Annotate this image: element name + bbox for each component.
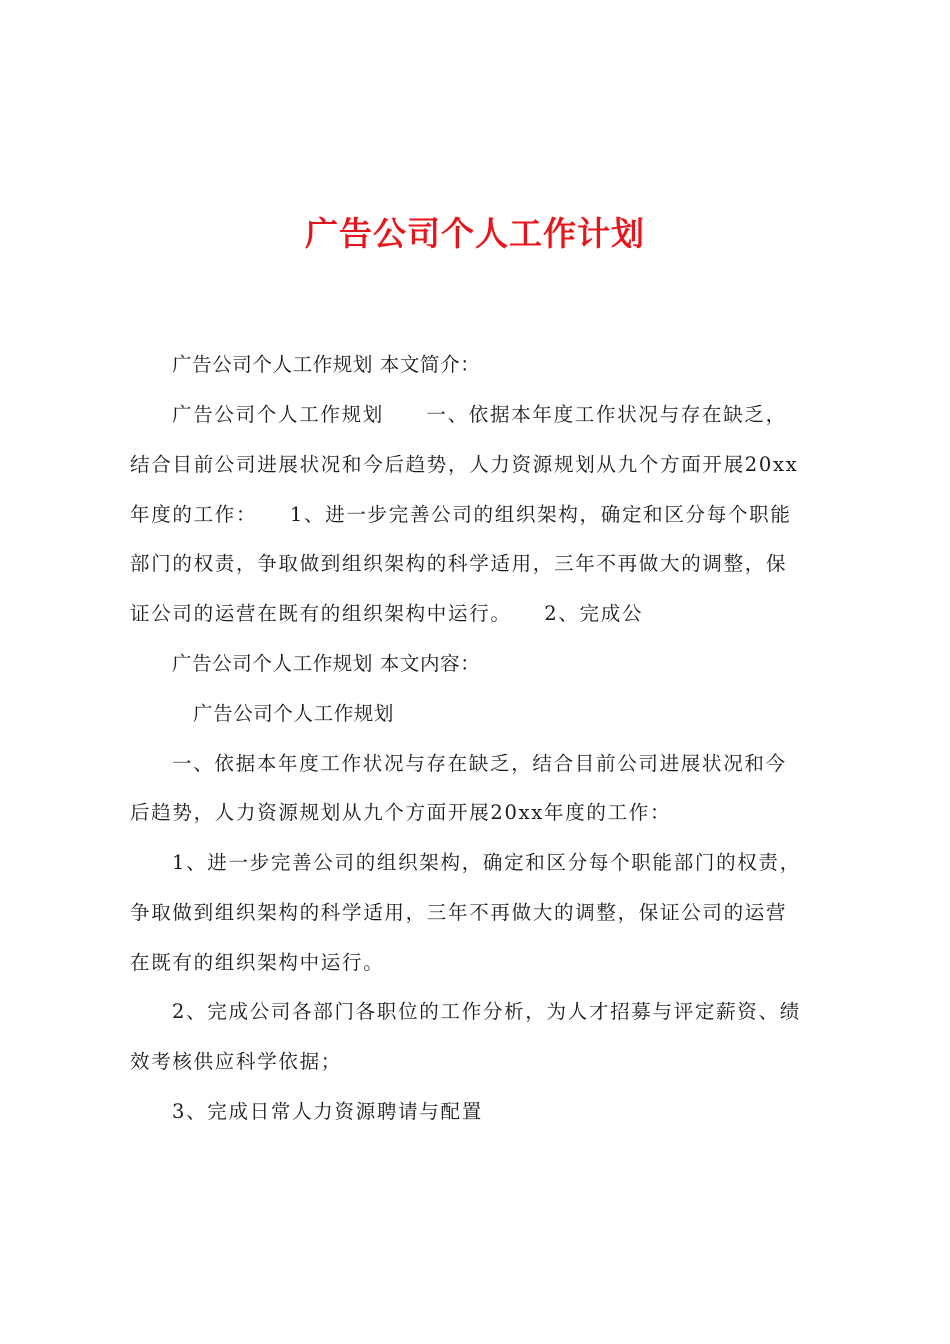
summary-line-1: 广告公司个人工作规划 一、依据本年度工作状况与存在缺乏， — [172, 403, 787, 426]
summary-line-2: 结合目前公司进展状况和今后趋势，人力资源规划从九个方面开展20xx — [130, 453, 799, 476]
content-heading: 广告公司个人工作规划 本文内容： — [172, 652, 481, 675]
summary-line-4: 部门的权责，争取做到组织架构的科学适用，三年不再做大的调整，保 — [130, 552, 788, 575]
paragraph-4-line-1: 3、完成日常人力资源聘请与配置 — [172, 1100, 483, 1123]
summary-line-3: 年度的工作： 1、进一步完善公司的组织架构，确定和区分每个职能 — [130, 503, 792, 526]
document-title: 广告公司个人工作计划 — [305, 214, 645, 253]
paragraph-2-line-2: 争取做到组织架构的科学适用，三年不再做大的调整，保证公司的运营 — [130, 901, 788, 924]
content-subtitle: 广告公司个人工作规划 — [193, 702, 395, 725]
intro-heading: 广告公司个人工作规划 本文简介： — [172, 353, 481, 376]
paragraph-3-line-1: 2、完成公司各部门各职位的工作分析，为人才招募与评定薪资、绩 — [172, 1000, 801, 1023]
paragraph-3-line-2: 效考核供应科学依据； — [130, 1050, 343, 1073]
paragraph-2-line-3: 在既有的组织架构中运行。 — [130, 951, 385, 974]
paragraph-2-line-1: 1、进一步完善公司的组织架构，确定和区分每个职能部门的权责， — [172, 851, 801, 874]
summary-line-5: 证公司的运营在既有的组织架构中运行。 2、完成公 — [130, 602, 644, 625]
paragraph-1-line-1: 一、依据本年度工作状况与存在缺乏，结合目前公司进展状况和今 — [172, 752, 787, 775]
paragraph-1-line-2: 后趋势，人力资源规划从九个方面开展20xx年度的工作： — [130, 801, 672, 824]
